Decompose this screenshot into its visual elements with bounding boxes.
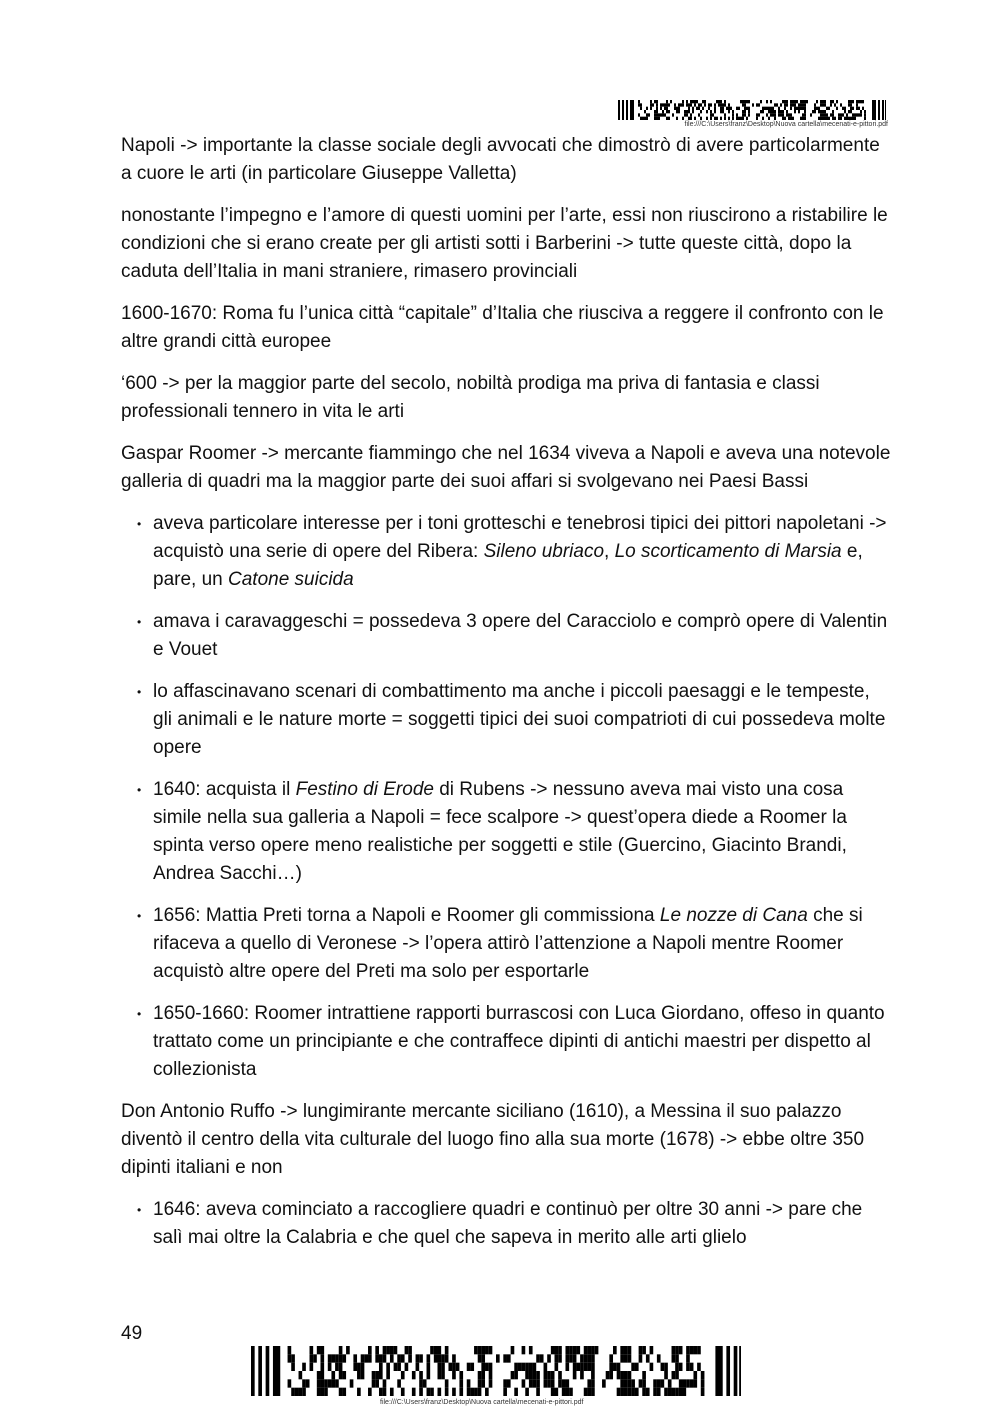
document-body [121, 132, 891, 1266]
paragraph-ruffo: Don Antonio Ruffo -> lungimirante mercante siciliano (1610), a Messina il suo palazzo diventò il centro della vita culturale del luogo fino alla sua morte (1678) -> ebbe oltre 350 dipinti italiani e non [121, 1101, 865, 1178]
paragraph-napoli: Napoli -> importante la classe sociale degli avvocati che dimostrò di avere particolarmente a cuore le arti (in particolare Giuseppe Valletta) [121, 135, 880, 184]
paragraph-impegno: nonostante l’impegno e l’amore di questi uomini per l’arte, essi non riuscirono a ristabilire le condizioni che si erano create per gli artisti sotti i Barberini -> tutte queste città, dopo la caduta dell’Italia in mani straniere, rimasero provinciali [121, 205, 888, 282]
roomer-bullet-list [121, 510, 891, 1084]
page-number: 49 [121, 1323, 143, 1344]
barcode-top [618, 100, 886, 120]
paragraph-seicento: ‘600 -> per la maggior parte del secolo, nobiltà prodiga ma priva di fantasia e classi professionali tennero in vita le arti [121, 373, 820, 422]
list-item: • 1650-1660: Roomer intrattiene rapporti burrascosi con Luca Giordano, offeso in quanto trattato come un principiante e che contraffece dipinti di antichi maestri per dispetto al collezionista [121, 1000, 891, 1084]
list-item: • aveva particolare interesse per i toni grotteschi e tenebrosi tipici dei pittori napoletani -> acquistò una serie di opere del Ribera: Sileno ubriaco, Lo scorticamento di Marsia e, pare, un Catone suicida [121, 510, 891, 594]
ruffo-bullet-list [121, 1196, 891, 1252]
list-item: • 1656: Mattia Preti torna a Napoli e Roomer gli commissiona Le nozze di Cana che si rifaceva a quello di Veronese -> l’opera attirò l’attenzione a Napoli mentre Roomer acquistò altre opere del Preti ma solo per esportarle [121, 902, 891, 986]
list-item: • 1640: acquista il Festino di Erode di Rubens -> nessuno aveva mai visto una cosa simile nella sua galleria a Napoli = fece scalpore -> quest’opera diede a Roomer la spinta verso opere meno realistiche per soggetti e stile (Guercino, Giacinto Brandi, Andrea Sacchi…) [121, 776, 891, 888]
barcode-top-file-path: file:///C:\Users\franz\Desktop\Nuova cartella\mecenati-e-pittori.pdf [684, 121, 888, 128]
paragraph-roma: 1600-1670: Roma fu l’unica città “capitale” d’Italia che riusciva a reggere il confronto con le altre grandi città europee [121, 303, 884, 352]
list-item: • amava i caravaggeschi = possedeva 3 opere del Caracciolo e comprò opere di Valentin e Vouet [121, 608, 891, 664]
list-item: • 1646: aveva cominciato a raccogliere quadri e continuò per oltre 30 anni -> pare che salì mai oltre la Calabria e che quel che sapeva in merito alle arti glielo [121, 1196, 891, 1252]
barcode-bottom [251, 1346, 741, 1396]
barcode-bottom-file-path: file:///C:\Users\franz\Desktop\Nuova cartella\mecenati-e-pittori.pdf [380, 1399, 584, 1406]
list-item: • lo affascinavano scenari di combattimento ma anche i piccoli paesaggi e le tempeste, gli animali e le nature morte = soggetti tipici dei suoi compatrioti di cui possedeva molte opere [121, 678, 891, 762]
paragraph-roomer: Gaspar Roomer -> mercante fiammingo che nel 1634 viveva a Napoli e aveva una notevole galleria di quadri ma la maggior parte dei suoi affari si svolgevano nei Paesi Bassi [121, 443, 891, 492]
